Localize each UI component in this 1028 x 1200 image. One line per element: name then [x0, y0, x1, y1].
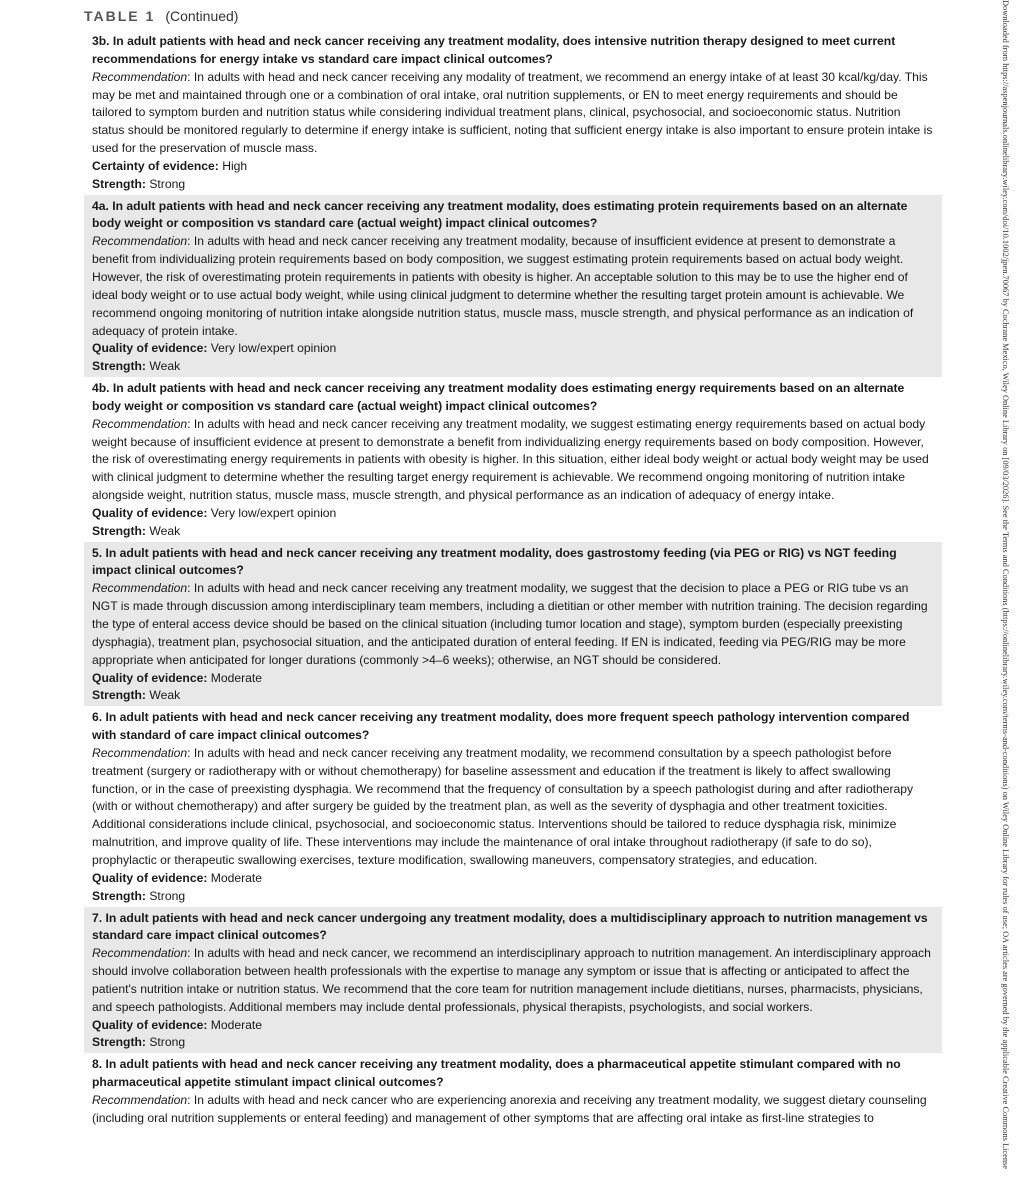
- strength-value: Strong: [145, 1035, 186, 1050]
- recommendation: [92, 69, 934, 158]
- strength: [92, 176, 934, 194]
- recommendation-text: : In adults with head and neck cancer who are experiencing anorexia and receiving any treatment modality, we suggest dietary counseling (including oral nutrition supplements or enteral feeding) and management of other symptoms that are affecting oral intake as first-line strategies to: [92, 1092, 927, 1125]
- strength: [92, 888, 934, 906]
- strength-value: Weak: [145, 688, 181, 703]
- table-caption: [84, 7, 238, 25]
- evidence-value: Moderate: [207, 870, 263, 885]
- question: 4a. In adult patients with head and neck cancer receiving any treatment modality, does estimating protein requirements based on an alternate body weight or composition vs standard care (actual weight) impact clinical outcomes?: [92, 198, 908, 231]
- strength-label: Strength:: [92, 523, 146, 538]
- recommendation: [92, 233, 934, 340]
- recommendation-label: Recommendation: [92, 946, 188, 961]
- question: 4b. In adult patients with head and neck cancer receiving any treatment modality does estimating energy requirements based on an alternate body weight or composition vs standard care (actual weight) impact clinical outcomes?: [92, 381, 905, 413]
- recommendation-text: : In adults with head and neck cancer receiving any treatment modality, we recommend consultation by a speech pathologist before treatment (surgery or radiotherapy with or without chemotherapy) for baseline assessment and education if the treatment is likely to affect swallowing function, or in the case of preexisting dysphagia. We recommend that the frequency of consultation by a speech pathologist during and after radiotherapy (with or without chemotherapy) and after surgery be guided by the treatment plan, as well as the severity of dysphagia and other treatment toxicities. Additional considerations include clinical, psychosocial, and socioeconomic status. Interventions should be tailored to reduce dysphagia risk, minimize malnutrition, and improve quality of life. These interventions may include the maintenance of oral intake throughout radiotherapy (if safe to do so), prophylactic or therapeutic swallowing exercises, texture modification, swallowing maneuvers, compensatory strategies, and education.: [92, 745, 914, 867]
- strength-value: Strong: [145, 176, 186, 191]
- table-row-3b: [84, 30, 942, 195]
- evidence: [92, 1017, 934, 1035]
- recommendation-label: Recommendation: [92, 416, 188, 431]
- download-notice-sidebar: [993, 0, 1017, 1200]
- recommendation-text: : In adults with head and neck cancer receiving any modality of treatment, we recommend an energy intake of at least 30 kcal/kg/day. This may be met and maintained through one or a combination of oral intake, oral nutrition supplements, or EN to meet energy requirements and should be tailored to symptom burden and nutrition status while considering individual treatment plans, clinical, psychosocial, and socioeconomic status. Nutrition status should be monitored regularly to determine if energy intake is sufficient, noting that sufficient energy intake is also important to ensure protein intake is used for the preservation of muscle mass.: [92, 69, 933, 156]
- evidence-value: Very low/expert opinion: [207, 341, 337, 356]
- question: 7. In adult patients with head and neck cancer undergoing any treatment modality, does a multidisciplinary approach to nutrition management vs standard care impact clinical outcomes?: [92, 910, 928, 943]
- recommendation: [92, 1092, 934, 1128]
- table-row-7: [84, 907, 942, 1054]
- download-notice-text: Downloaded from https://aspenjournals.onlinelibrary.wiley.com/doi/10.1002/jpen.70067 by Cochrane Mexico, Wiley Online Library on [09/03/2026]. See the Terms and Conditions (https://onlinelibrary.wiley.com/terms-and-conditions) on Wiley Online Library for rules of use; OA articles are governed by the applicable Creative Commons License: [1001, 0, 1010, 1170]
- strength: [92, 1034, 934, 1052]
- recommendation: [92, 580, 934, 669]
- table-row-4a: [84, 195, 942, 377]
- evidence-value: Moderate: [207, 670, 263, 685]
- question: 5. In adult patients with head and neck cancer receiving any treatment modality, does gastrostomy feeding (via PEG or RIG) vs NGT feeding impact clinical outcomes?: [92, 545, 897, 578]
- question: 3b. In adult patients with head and neck cancer receiving any treatment modality, does intensive nutrition therapy designed to meet current recommendations for energy intake vs standard care impact clinical outcomes?: [92, 34, 896, 66]
- continued-label: (Continued): [165, 8, 239, 24]
- strength-value: Weak: [145, 359, 181, 374]
- table-row-8: [84, 1053, 942, 1128]
- evidence: [92, 158, 934, 176]
- evidence-label: Quality of evidence:: [92, 870, 208, 885]
- strength-value: Weak: [145, 523, 181, 538]
- recommendation-label: Recommendation: [92, 581, 188, 596]
- evidence: [92, 340, 934, 358]
- recommendation-text: : In adults with head and neck cancer receiving any treatment modality, we suggest that the decision to place a PEG or RIG tube vs an NGT is made through discussion among interdisciplinary team members, including a dietitian or other member with nutrition training. The decision regarding the type of enteral access device should be based on the clinical situation (including tumor location and stage), symptom burden (especially preexisting dysphagia), treatment plan, psychosocial situation, and the anticipated duration of enteral feeding. If EN is indicated, feeding via PEG/RIG may be more appropriate when anticipated for longer durations (commonly >4–6 weeks); otherwise, an NGT should be considered.: [92, 581, 928, 667]
- strength-label: Strength:: [92, 176, 146, 191]
- evidence-label: Quality of evidence:: [92, 505, 208, 520]
- evidence-label: Quality of evidence:: [92, 1017, 208, 1032]
- strength-label: Strength:: [92, 688, 146, 703]
- table-row-6: [84, 706, 942, 906]
- recommendation-text: : In adults with head and neck cancer, we recommend an interdisciplinary approach to nutrition management. An interdisciplinary approach should involve collaboration between health professionals with the expertise to manage any symptom or issue that is affecting or anticipated to affect the patient's nutrition intake or nutrition status. We recommend that the core team for nutrition management include dietitians, nurses, pharmacists, physicians, and speech pathologists. Additional members may include dental professionals, physical therapists, psychologists, and social workers.: [92, 946, 931, 1014]
- strength-label: Strength:: [92, 888, 146, 903]
- evidence: [92, 505, 934, 523]
- evidence-label: Quality of evidence:: [92, 670, 208, 685]
- recommendation-text: : In adults with head and neck cancer receiving any treatment modality, because of insufficient evidence at present to demonstrate a benefit from individualizing protein requirements based on body composition, we suggest estimating protein requirements based on actual body weight. However, the risk of overestimating protein requirements in patients with obesity is higher. An acceptable solution to this may be to use the higher end of ideal body weight or to use actual body weight, while using clinical judgment to determine whether the resulting target protein amount is achievable. We recommend ongoing monitoring of nutrition intake alongside nutrition status, muscle mass, muscle strength, and physical performance as an indication of adequacy of protein intake.: [92, 234, 914, 338]
- strength: [92, 687, 934, 705]
- recommendation-label: Recommendation: [92, 1092, 188, 1107]
- recommendation: [92, 745, 934, 870]
- evidence: [92, 870, 934, 888]
- recommendations-table: [84, 30, 942, 1129]
- strength-label: Strength:: [92, 1035, 146, 1050]
- evidence-label: Certainty of evidence:: [92, 158, 219, 173]
- evidence-value: Very low/expert opinion: [207, 505, 337, 520]
- evidence-value: High: [218, 158, 248, 173]
- strength: [92, 358, 934, 376]
- recommendation-label: Recommendation: [92, 745, 188, 760]
- table-label: TABLE 1: [84, 8, 156, 24]
- strength: [92, 523, 934, 541]
- table-row-5: [84, 542, 942, 707]
- recommendation: [92, 945, 934, 1016]
- recommendation: [92, 416, 934, 505]
- recommendation-text: : In adults with head and neck cancer receiving any treatment modality, we suggest estimating energy requirements based on actual body weight because of insufficient evidence at present to demonstrate a benefit from individualizing energy requirements based on body composition. However, the risk of overestimating energy requirements in patients with obesity is higher. In this situation, either ideal body weight or actual body weight may be used with clinical judgment to determine whether the resulting target energy requirement is achievable. We recommend ongoing monitoring of nutrition intake alongside weight, nutrition status, muscle mass, muscle strength, and physical performance as an indication of adequacy of energy intake.: [92, 416, 929, 503]
- recommendation-label: Recommendation: [92, 234, 188, 249]
- evidence: [92, 670, 934, 688]
- recommendation-label: Recommendation: [92, 69, 188, 84]
- question: 6. In adult patients with head and neck cancer receiving any treatment modality, does more frequent speech pathology intervention compared with standard of care impact clinical outcomes?: [92, 710, 910, 743]
- table-row-4b: [84, 377, 942, 542]
- evidence-label: Quality of evidence:: [92, 341, 208, 356]
- question: 8. In adult patients with head and neck cancer receiving any treatment modality, does a pharmaceutical appetite stimulant compared with no pharmaceutical appetite stimulant impact clinical outcomes?: [92, 1057, 901, 1090]
- evidence-value: Moderate: [207, 1017, 263, 1032]
- strength-value: Strong: [145, 888, 186, 903]
- strength-label: Strength:: [92, 359, 146, 374]
